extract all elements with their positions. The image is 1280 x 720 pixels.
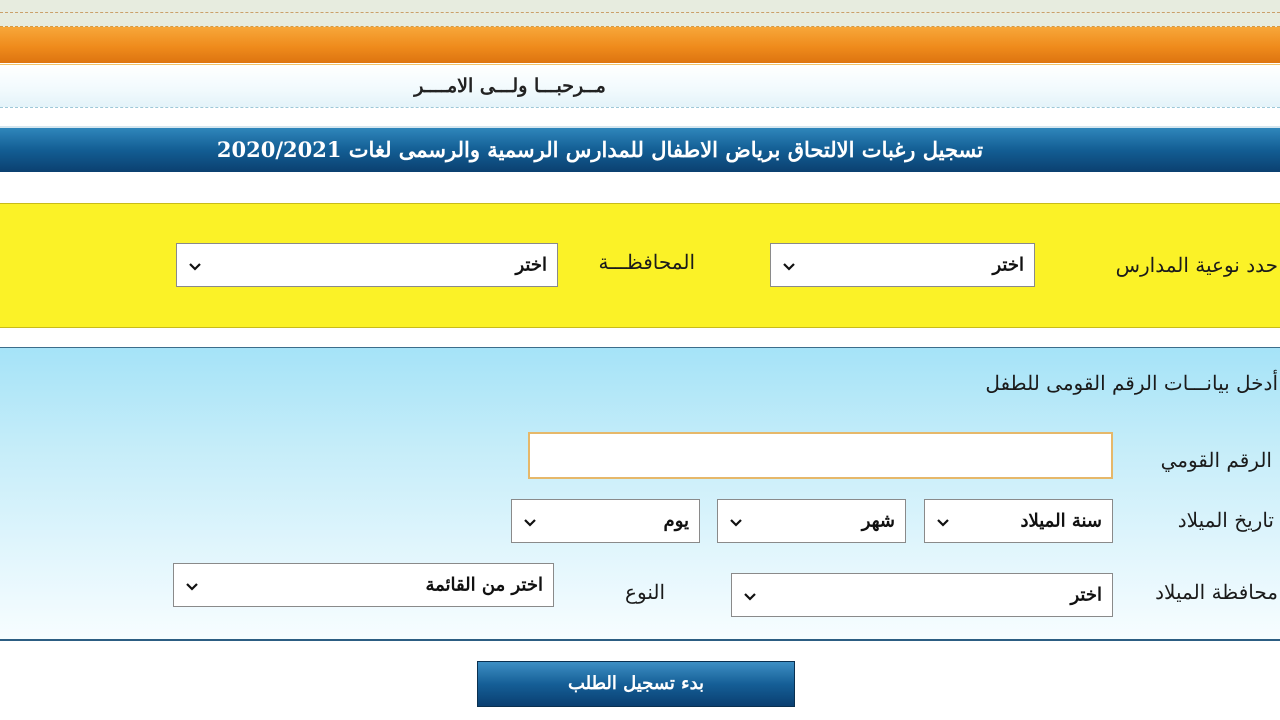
governorate-value: اختر <box>515 254 547 276</box>
chevron-down-icon <box>730 519 742 531</box>
governorate-select[interactable] <box>176 243 558 287</box>
chevron-down-icon <box>744 593 756 605</box>
governorate-label: المحافظـــة <box>598 250 695 274</box>
chevron-down-icon <box>524 519 536 531</box>
chevron-down-icon <box>783 263 795 275</box>
welcome-text: مــرحبـــا ولـــى الامــــر <box>414 75 606 97</box>
birth-year-select[interactable] <box>924 499 1113 543</box>
title-bar <box>0 126 1280 172</box>
gender-select[interactable] <box>173 563 554 607</box>
start-registration-button[interactable] <box>477 661 795 707</box>
gender-label: النوع <box>625 580 665 604</box>
chevron-down-icon <box>937 519 949 531</box>
national-id-input[interactable] <box>528 432 1113 479</box>
birth-governorate-label: محافظة الميلاد <box>1155 580 1278 604</box>
chevron-down-icon <box>189 263 201 275</box>
welcome-bar <box>0 64 1280 108</box>
birth-day-select[interactable] <box>511 499 700 543</box>
school-type-label: حدد نوعية المدارس <box>1115 253 1278 277</box>
birth-year-value: سنة الميلاد <box>1020 510 1102 532</box>
orange-header-bar <box>0 27 1280 63</box>
birth-governorate-value: اختر <box>1070 584 1102 606</box>
school-type-select[interactable] <box>770 243 1035 287</box>
national-id-label: الرقم القومي <box>1160 448 1272 472</box>
birth-governorate-select[interactable] <box>731 573 1113 617</box>
school-type-value: اختر <box>992 254 1024 276</box>
start-registration-label: بدء تسجيل الطلب <box>567 673 705 694</box>
top-decorative-stripe <box>0 0 1280 27</box>
chevron-down-icon <box>186 583 198 595</box>
birth-day-value: يوم <box>663 510 689 532</box>
page-title: تسجيل رغبات الالتحاق برياض الاطفال للمدارس الرسمية والرسمى لغات 2020/2021 <box>216 137 984 162</box>
birth-date-label: تاريخ الميلاد <box>1177 508 1274 532</box>
birth-month-select[interactable] <box>717 499 906 543</box>
child-data-section-label: أدخل بيانـــات الرقم القومى للطفل <box>985 371 1278 395</box>
birth-month-value: شهر <box>861 510 895 532</box>
gender-value: اختر من القائمة <box>425 574 543 596</box>
